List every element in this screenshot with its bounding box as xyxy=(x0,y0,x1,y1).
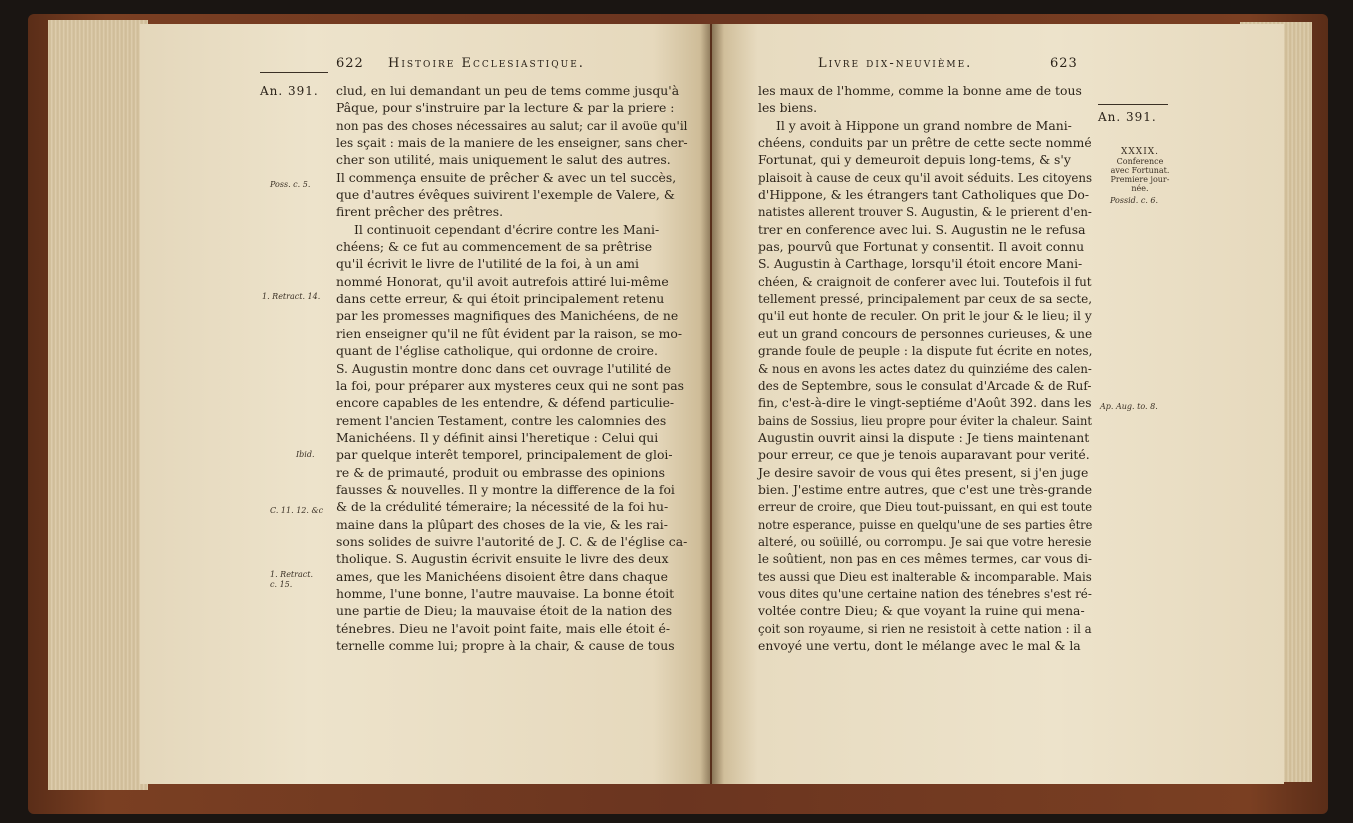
section-side-note xyxy=(1110,148,1170,193)
text-line: envoyé une vertu, dont le mélange avec le mal & la xyxy=(758,638,1081,653)
text-line: ténebres. Dieu ne l'avoit point faite, mais elle étoit é- xyxy=(336,620,671,636)
text-line: plaisoit à cause de ceux qu'il avoit séduits. Les citoyens xyxy=(758,169,1093,185)
book-gutter xyxy=(700,24,724,784)
text-line: qu'il eut honte de reculer. On prit le jour & le lieu; il y xyxy=(758,308,1092,324)
text-line: les sçait : mais de la maniere de les enseigner, sans cher- xyxy=(336,135,688,151)
text-line: fin, c'est-à-dire le vingt-septiéme d'Août 392. dans les xyxy=(758,395,1092,411)
text-line: cher son utilité, mais uniquement le salut des autres. xyxy=(336,152,671,168)
text-line: notre esperance, puisse en quelqu'une de ses parties être xyxy=(758,516,1093,532)
text-line: voltée contre Dieu; & que voyant la ruine qui mena- xyxy=(758,603,1085,619)
text-line: & de la crédulité témeraire; la nécessité de la foi hu- xyxy=(336,499,669,515)
right-year-label: An. 391. xyxy=(1098,110,1157,124)
text-line: les biens. xyxy=(758,100,818,116)
right-margin-note: Possid. c. 6. xyxy=(1110,196,1159,205)
left-margin-note: 1. Retract. c. 15. xyxy=(270,570,313,589)
text-line: d'Hippone, & les étrangers tant Catholiques que Do- xyxy=(758,187,1090,203)
text-line: tholique. S. Augustin écrivit ensuite le livre des deux xyxy=(336,551,669,567)
text-line: rien enseigner qu'il ne fût évident par la raison, se mo- xyxy=(336,325,683,341)
left-page-number: 622 xyxy=(336,56,364,71)
side-note-line: Conference xyxy=(1116,157,1164,166)
text-line: Pâque, pour s'instruire par la lecture & par la priere : xyxy=(336,100,675,116)
text-line: que d'autres évêques suivirent l'exemple de Valere, & xyxy=(336,187,675,203)
left-page-body xyxy=(336,82,688,654)
side-note-line: née. xyxy=(1131,184,1149,193)
right-margin-note: Ap. Aug. to. 8. xyxy=(1100,402,1158,411)
section-number: XXXIX. xyxy=(1120,147,1160,157)
left-year-label: An. 391. xyxy=(260,84,319,98)
text-line: bien. J'estime entre autres, que c'est une très-grande xyxy=(758,481,1093,497)
left-margin-note: Poss. c. 5. xyxy=(270,180,311,189)
text-line: non pas des choses nécessaires au salut; car il avoüe qu'il xyxy=(336,117,688,133)
text-line: chéens; & ce fut au commencement de sa prêtrise xyxy=(336,239,653,255)
text-line: quant de l'église catholique, qui ordonne de croire. xyxy=(336,343,658,359)
left-margin-note: Ibid. xyxy=(296,450,315,459)
text-line: pas, pourvû que Fortunat y consentit. Il avoit connu xyxy=(758,239,1085,255)
text-line: S. Augustin à Carthage, lorsqu'il étoit encore Mani- xyxy=(758,256,1083,272)
left-margin-note: 1. Retract. 14. xyxy=(262,292,321,301)
text-line: dans cette erreur, & qui étoit principalement retenu xyxy=(336,291,665,307)
text-line: fausses & nouvelles. Il y montre la difference de la foi xyxy=(336,481,675,497)
text-line: homme, l'une bonne, l'autre mauvaise. La bonne étoit xyxy=(336,585,675,601)
text-line: vous dites qu'une certaine nation des ténebres s'est ré- xyxy=(758,585,1092,601)
text-line: encore capables de les entendre, & défend particulie- xyxy=(336,395,675,411)
text-line: alteré, ou soüillé, ou corrompu. Je sai que votre heresie xyxy=(758,533,1092,549)
text-line: tes aussi que Dieu est inalterable & incomparable. Mais xyxy=(758,568,1092,584)
text-line: pour erreur, ce que je tenois auparavant pour verité. xyxy=(758,447,1090,463)
text-line: ames, que les Manichéens disoient être dans chaque xyxy=(336,568,668,584)
text-line: Il continuoit cependant d'écrire contre les Mani- xyxy=(354,221,660,237)
text-line: Augustin ouvrit ainsi la dispute : Je tiens maintenant xyxy=(758,429,1090,445)
text-line: chéens, conduits par un prêtre de cette secte nommé xyxy=(758,135,1092,151)
text-line: natistes allerent trouver S. Augustin, & le prierent d'en- xyxy=(758,204,1092,220)
text-line: ternelle comme lui; propre à la chair, & cause de tous xyxy=(336,638,675,653)
text-line: & nous en avons les actes datez du quinziéme des calen- xyxy=(758,360,1092,376)
left-running-title: Histoire Ecclesiastique. xyxy=(388,56,585,71)
text-line: des de Septembre, sous le consulat d'Arcade & de Ruf- xyxy=(758,377,1092,393)
text-line: Je desire savoir de vous qui êtes present, si j'en juge xyxy=(758,464,1089,480)
text-line: tellement pressé, principalement par ceux de sa secte, xyxy=(758,291,1093,307)
side-note-line: Premiere jour- xyxy=(1110,175,1170,184)
left-page-edges xyxy=(48,20,148,790)
text-line: eut un grand concours de personnes curieuses, & une xyxy=(758,325,1093,341)
text-line: grande foule de peuple : la dispute fut écrite en notes, xyxy=(758,343,1093,359)
text-line: S. Augustin montre donc dans cet ouvrage l'utilité de xyxy=(336,360,672,376)
text-line: Il commença ensuite de prêcher & avec un tel succès, xyxy=(336,169,677,185)
text-line: nommé Honorat, qu'il avoit autrefois attiré lui-même xyxy=(336,273,669,289)
text-line: la foi, pour préparer aux mysteres ceux qui ne sont pas xyxy=(336,377,684,393)
text-line: re & de primauté, produit ou embrasse des opinions xyxy=(336,464,665,480)
text-line: bains de Sossius, lieu propre pour éviter la chaleur. Saint xyxy=(758,412,1092,428)
text-line: Il y avoit à Hippone un grand nombre de Mani- xyxy=(776,117,1072,133)
text-line: le soûtient, non pas en ces mêmes termes, car vous di- xyxy=(758,551,1092,567)
right-year-rule xyxy=(1098,104,1168,105)
right-running-title: Livre dix-neuvième. xyxy=(818,56,973,71)
right-page-body xyxy=(758,82,1092,654)
side-note-line: avec Fortunat. xyxy=(1110,166,1170,175)
text-line: trer en conference avec lui. S. Augustin ne le refusa xyxy=(758,221,1086,237)
text-line: par quelque interêt temporel, principalement de gloi- xyxy=(336,447,673,463)
text-line: sons solides de suivre l'autorité de J. C. & de l'église ca- xyxy=(336,533,688,549)
text-line: rement l'ancien Testament, contre les calomnies des xyxy=(336,412,667,428)
right-page-number: 623 xyxy=(1050,56,1078,71)
text-line: maine dans la plûpart des choses de la vie, & les rai- xyxy=(336,516,668,532)
text-line: les maux de l'homme, comme la bonne ame de tous xyxy=(758,83,1082,98)
left-margin-note: C. 11. 12. &c xyxy=(270,506,324,515)
text-line: firent prêcher des prêtres. xyxy=(336,204,504,220)
text-line: par les promesses magnifiques des Manichéens, de ne xyxy=(336,308,679,324)
text-line: Manichéens. Il y définit ainsi l'heretique : Celui qui xyxy=(336,429,659,445)
text-line: une partie de Dieu; la mauvaise étoit de la nation des xyxy=(336,603,673,619)
text-line: Fortunat, qui y demeuroit depuis long-tems, & s'y xyxy=(758,152,1071,168)
left-year-rule xyxy=(260,72,328,73)
text-line: qu'il écrivit le livre de l'utilité de la foi, à un ami xyxy=(336,256,639,272)
text-line: erreur de croire, que Dieu tout-puissant, en qui est toute xyxy=(758,499,1093,515)
text-line: clud, en lui demandant un peu de tems comme jusqu'à xyxy=(336,83,680,98)
text-line: chéen, & craignoit de conferer avec lui. Toutefois il fut xyxy=(758,273,1092,289)
text-line: çoit son royaume, si rien ne resistoit à cette nation : il a xyxy=(758,620,1092,636)
